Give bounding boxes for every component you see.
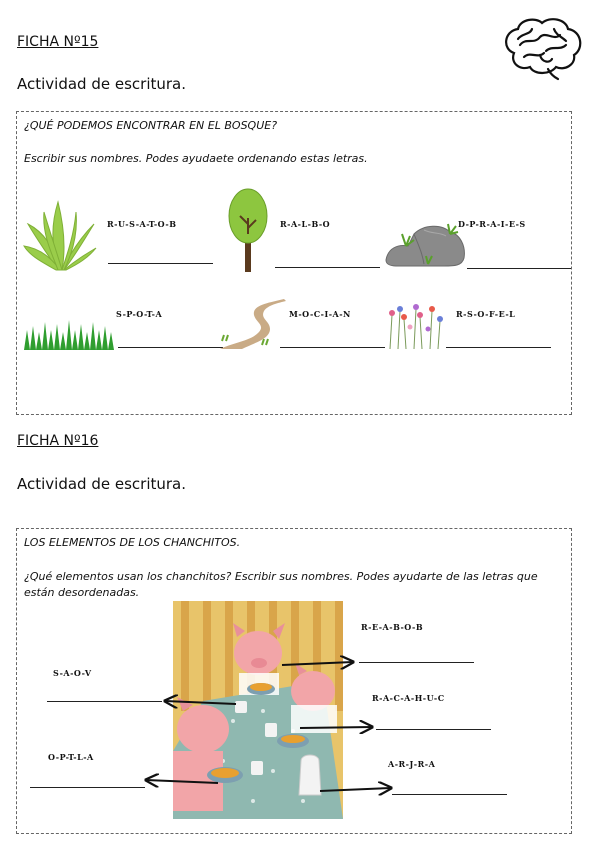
answer-line-7[interactable]	[359, 662, 474, 663]
ficha16-activity: Actividad de escritura.	[17, 475, 186, 493]
word-2: R-A-L-B-O	[280, 219, 331, 229]
ficha16-instruction: ¿Qué elementos usan los chanchitos? Escribir sus nombres. Podes ayudarte de las letras que están desordenadas.	[24, 570, 538, 599]
word-11: A-R-J-R-A	[388, 759, 436, 769]
ficha15-instruction: Escribir sus nombres. Podes ayudaete ordenando estas letras.	[24, 152, 368, 165]
word-1: R-U-S-A-T-O-B	[107, 219, 177, 229]
word-8: S-A-O-V	[53, 668, 92, 678]
ficha15-question: ¿QUÉ PODEMOS ENCONTRAR EN EL BOSQUE?	[24, 119, 278, 132]
answer-line-8[interactable]	[47, 701, 162, 702]
word-10: O-P-T-L-A	[48, 752, 94, 762]
answer-line-11[interactable]	[392, 794, 507, 795]
word-7: R-E-A-B-O-B	[361, 622, 424, 632]
ficha15-title: FICHA Nº15	[17, 34, 99, 50]
word-3: D-P-R-A-I-E-S	[458, 219, 526, 229]
answer-line-9[interactable]	[376, 729, 491, 730]
ficha16-title: FICHA Nº16	[17, 433, 99, 449]
word-6: R-S-O-F-E-L	[456, 309, 516, 319]
word-4: S-P-O-T-A	[116, 309, 163, 319]
word-5: M-O-C-I-A-N	[289, 309, 351, 319]
word-9: R-A-C-A-H-U-C	[372, 693, 445, 703]
ficha15-activity: Actividad de escritura.	[17, 75, 186, 93]
ficha16-question: LOS ELEMENTOS DE LOS CHANCHITOS.	[24, 536, 241, 549]
answer-line-10[interactable]	[30, 787, 145, 788]
